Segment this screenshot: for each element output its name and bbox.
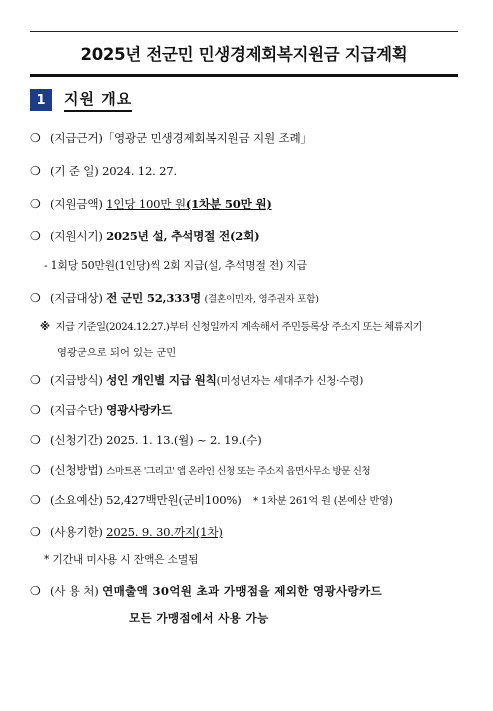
item-base-date (30, 163, 177, 179)
bullet-icon: ❍ (30, 525, 41, 539)
item-value: 영광사랑카드 (106, 403, 173, 417)
item-amount (30, 196, 272, 212)
item-period (30, 228, 259, 244)
bullet-icon: ❍ (30, 433, 41, 447)
item-value: 2025년 설, 추석명절 전(2회) (106, 229, 260, 243)
item-label: (신청기간) (50, 433, 103, 447)
item-label: (지급근거) (50, 131, 103, 145)
item-apply-period (30, 432, 262, 448)
item-deadline (30, 524, 223, 540)
section-header (30, 88, 132, 112)
item-label: (사용기한) (50, 525, 103, 539)
item-method (30, 372, 363, 388)
item-value: 「영광군 민생경제회복지원금 지원 조례」 (102, 131, 312, 145)
item-note: (미성년자는 세대주가 신청·수령) (216, 375, 364, 387)
item-value: 2025. 9. 30.까지(1차) (106, 525, 223, 539)
section-title: 지원 개요 (64, 88, 132, 112)
item-label: (지원시기) (50, 229, 103, 243)
item-label: (기 준 일) (50, 164, 99, 178)
item-budget (30, 492, 393, 508)
bullet-icon: ❍ (30, 291, 41, 305)
item-note: * 1차분 261억 원 (본예산 반영) (253, 496, 393, 507)
document-title: 2025년 전군민 민생경제회복지원금 지급계획 (80, 45, 408, 64)
bullet-icon: ❍ (30, 403, 41, 417)
item-label: (지원금액) (50, 197, 103, 211)
note-mark: ※ (40, 321, 50, 333)
item-value: 2025. 1. 13.(월) ~ 2. 19.(수) (106, 433, 262, 447)
item-label: (지급수단) (50, 403, 103, 417)
item-value: 스마트폰 '그리고' 앱 온라인 신청 또는 주소지 읍면사무소 방문 신청 (106, 466, 371, 477)
item-value: 성인 개인별 지급 원칙 (106, 373, 217, 387)
bullet-icon: ❍ (30, 197, 41, 211)
bullet-icon: ❍ (30, 463, 41, 477)
bullet-icon: ❍ (30, 373, 41, 387)
item-label: (지급방식) (50, 373, 103, 387)
item-value: 1인당 100만 원 (106, 197, 186, 211)
target-note (40, 318, 422, 333)
bullet-icon: ❍ (30, 493, 41, 507)
item-usage-line2: 모든 가맹점에서 사용 가능 (129, 611, 269, 625)
item-label: (사 용 처) (50, 584, 99, 598)
item-value: 52,427백만원(군비100%) (106, 493, 242, 507)
section-number: 1 (30, 89, 52, 111)
bullet-icon: ❍ (30, 164, 41, 178)
bullet-icon: ❍ (30, 229, 41, 243)
item-value: 연매출액 30억원 초과 가맹점을 제외한 영광사랑카드 (102, 584, 383, 598)
item-period-sub: - 1회당 50만원(1인당)씩 2회 지급(설, 추석명절 전) 지급 (44, 259, 307, 272)
item-note: (결혼이민자, 영주권자 포함) (204, 294, 319, 305)
item-label: (지급대상) (50, 291, 103, 305)
bullet-icon: ❍ (30, 131, 41, 145)
bullet-icon: ❍ (30, 584, 41, 598)
item-means (30, 402, 172, 418)
item-value: 2024. 12. 27. (102, 164, 177, 178)
item-label: (신청방법) (50, 463, 103, 477)
target-note-line1: 지급 기준일(2024.12.27.)부터 신청일까지 계속해서 주민등록상 주소지 또는 체류지기 (55, 321, 423, 333)
item-value: 전 군민 52,333명 (106, 291, 201, 305)
item-apply-method (30, 462, 370, 478)
document-title-box (30, 31, 458, 77)
item-label: (소요예산) (50, 493, 103, 507)
deadline-note: * 기간내 미사용 시 잔액은 소멸됨 (44, 553, 199, 566)
item-basis (30, 130, 312, 146)
target-note-line2: 영광군으로 되어 있는 군민 (57, 347, 177, 359)
item-usage (30, 583, 382, 599)
item-target (30, 290, 319, 306)
item-value-b: (1차분 50만 원) (185, 197, 272, 211)
